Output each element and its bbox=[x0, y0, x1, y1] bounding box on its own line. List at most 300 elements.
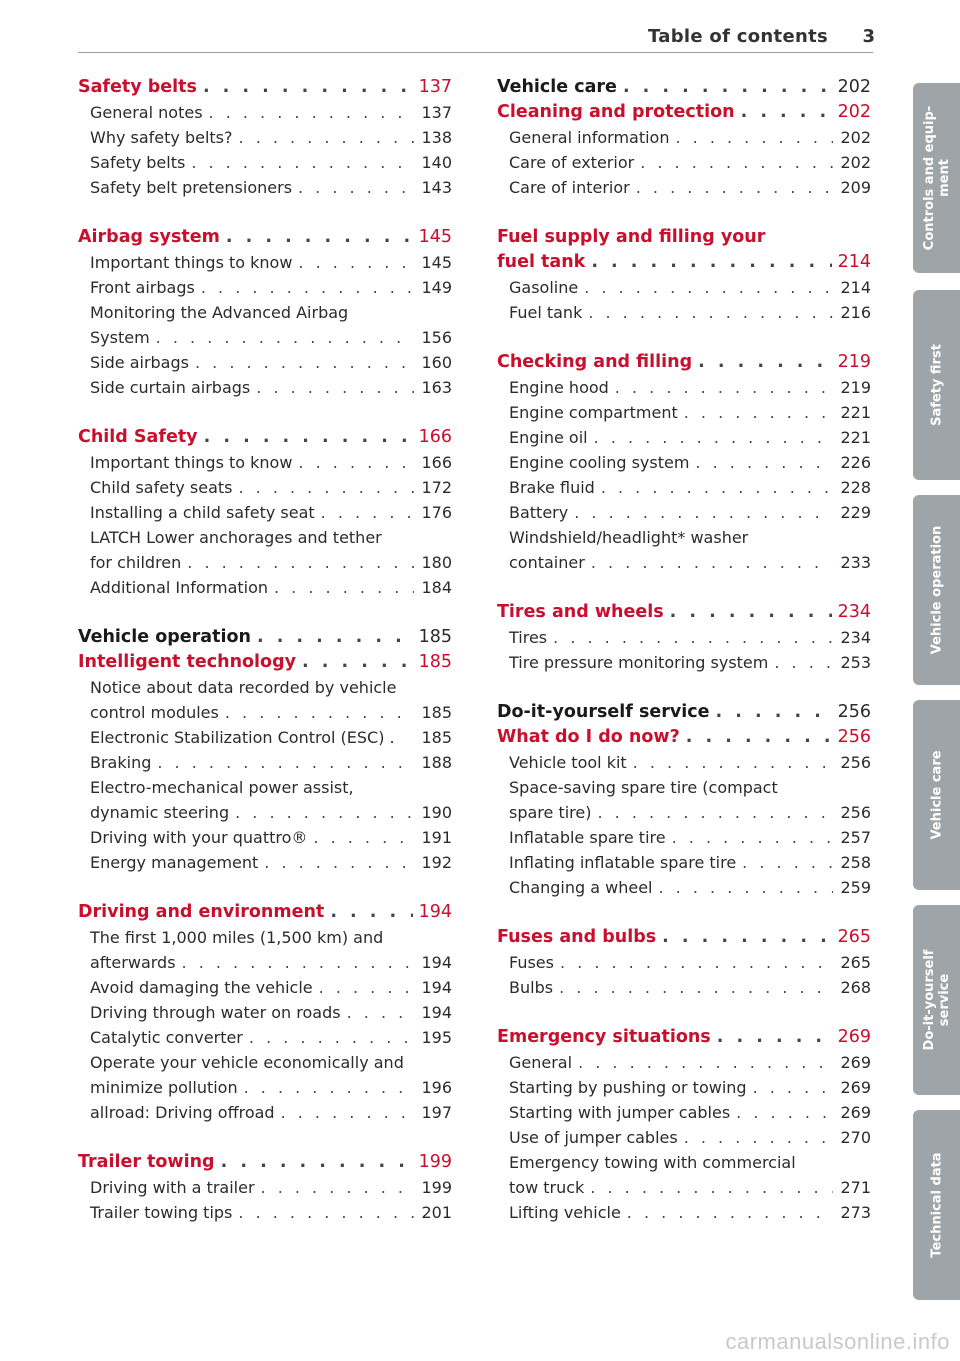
entry-title: Engine cooling system bbox=[509, 453, 690, 472]
page-ref: 256 bbox=[840, 803, 871, 822]
page-ref: 214 bbox=[837, 252, 871, 272]
section-title: Child Safety bbox=[78, 427, 198, 447]
dot-leader bbox=[588, 300, 833, 325]
dot-leader bbox=[281, 1100, 414, 1125]
toc-entry[interactable] bbox=[78, 550, 452, 575]
toc-entry[interactable] bbox=[497, 775, 871, 800]
toc-entry[interactable] bbox=[78, 575, 452, 600]
toc-entry[interactable] bbox=[497, 750, 871, 775]
section-title: Tires and wheels bbox=[497, 602, 664, 622]
page-ref: 269 bbox=[840, 1103, 871, 1122]
toc-entry[interactable] bbox=[497, 975, 871, 1000]
entry-title: General information bbox=[509, 128, 670, 147]
page-ref: 194 bbox=[418, 902, 452, 922]
entry-title: Fuses bbox=[509, 953, 554, 972]
dot-leader bbox=[195, 350, 414, 375]
dot-leader bbox=[244, 1075, 414, 1100]
dot-leader bbox=[591, 250, 831, 275]
page-ref: 268 bbox=[840, 978, 871, 997]
dot-leader bbox=[249, 1025, 414, 1050]
page-ref: 269 bbox=[837, 1027, 871, 1047]
dot-leader bbox=[672, 825, 833, 850]
toc-entry[interactable] bbox=[497, 1200, 871, 1225]
page-ref: 256 bbox=[840, 753, 871, 772]
entry-title: Windshield/headlight* washer bbox=[509, 528, 749, 547]
toc-entry[interactable] bbox=[497, 1075, 871, 1100]
entry-title: Additional Information bbox=[90, 578, 269, 597]
page-ref: 160 bbox=[421, 353, 452, 372]
dot-leader bbox=[187, 550, 414, 575]
toc-entry[interactable] bbox=[497, 425, 871, 450]
toc-section-heading[interactable] bbox=[497, 925, 871, 950]
page-ref: 192 bbox=[421, 853, 452, 872]
dot-leader bbox=[774, 650, 833, 675]
page-ref: 202 bbox=[837, 102, 871, 122]
toc-entry[interactable] bbox=[78, 325, 452, 350]
dot-leader bbox=[597, 800, 833, 825]
page-ref: 190 bbox=[421, 803, 452, 822]
page-ref: 253 bbox=[840, 653, 871, 672]
toc-entry[interactable] bbox=[78, 1100, 452, 1125]
dot-leader bbox=[559, 975, 833, 1000]
page-ref: 197 bbox=[421, 1103, 452, 1122]
toc-entry[interactable] bbox=[497, 1175, 871, 1200]
entry-title: Lifting vehicle bbox=[509, 1203, 621, 1222]
toc-entry[interactable] bbox=[78, 1025, 452, 1050]
dot-leader bbox=[684, 400, 833, 425]
toc-section-heading[interactable] bbox=[78, 1150, 452, 1175]
entry-title: Tires bbox=[509, 628, 548, 647]
entry-title: Engine hood bbox=[509, 378, 609, 397]
entry-title: Vehicle tool kit bbox=[509, 753, 627, 772]
toc-section-heading[interactable] bbox=[78, 900, 452, 925]
entry-title: Child safety seats bbox=[90, 478, 233, 497]
page-ref: 201 bbox=[421, 1203, 452, 1222]
toc-entry[interactable] bbox=[497, 875, 871, 900]
section-spacer bbox=[78, 1125, 452, 1150]
entry-title: Emergency towing with commercial bbox=[509, 1153, 796, 1172]
section-title: Vehicle care bbox=[497, 77, 617, 97]
dot-leader bbox=[662, 925, 831, 950]
dot-leader bbox=[659, 875, 834, 900]
toc-entry[interactable] bbox=[497, 450, 871, 475]
entry-title: Front airbags bbox=[90, 278, 195, 297]
toc-entry[interactable] bbox=[78, 800, 452, 825]
entry-title: Battery bbox=[509, 503, 569, 522]
dot-leader bbox=[553, 625, 833, 650]
section-title: Vehicle operation bbox=[78, 627, 251, 647]
dot-leader bbox=[560, 950, 833, 975]
chapter-tab[interactable] bbox=[913, 905, 960, 1095]
dot-leader bbox=[670, 600, 832, 625]
dot-leader bbox=[319, 975, 414, 1000]
entry-title: Driving with a trailer bbox=[90, 1178, 255, 1197]
entry-title: Safety belts bbox=[90, 153, 186, 172]
toc-entry[interactable] bbox=[78, 1175, 452, 1200]
page-ref: 221 bbox=[840, 428, 871, 447]
toc-section-heading[interactable] bbox=[497, 100, 871, 125]
toc-entry[interactable] bbox=[497, 525, 871, 550]
page-ref: 256 bbox=[837, 702, 871, 722]
toc-entry[interactable] bbox=[78, 150, 452, 175]
entry-title: Driving through water on roads bbox=[90, 1003, 341, 1022]
dot-leader bbox=[347, 1000, 414, 1025]
page-ref: 273 bbox=[840, 1203, 871, 1222]
page-ref: 270 bbox=[840, 1128, 871, 1147]
page-ref: 258 bbox=[840, 853, 871, 872]
page-ref: 138 bbox=[421, 128, 452, 147]
dot-leader bbox=[257, 625, 413, 650]
entry-title: LATCH Lower anchorages and tether bbox=[90, 528, 382, 547]
toc-entry[interactable] bbox=[497, 950, 871, 975]
chapter-tab[interactable] bbox=[913, 290, 960, 480]
toc-entry[interactable] bbox=[78, 300, 452, 325]
dot-leader bbox=[574, 500, 833, 525]
toc-entry[interactable] bbox=[78, 950, 452, 975]
dot-leader bbox=[235, 800, 414, 825]
entry-title: Changing a wheel bbox=[509, 878, 653, 897]
entry-title: Catalytic converter bbox=[90, 1028, 243, 1047]
page-ref: 166 bbox=[421, 453, 452, 472]
dot-leader bbox=[330, 900, 412, 925]
entry-title: Electronic Stabilization Control (ESC) . bbox=[90, 728, 395, 747]
dot-leader bbox=[225, 700, 414, 725]
entry-title: Avoid damaging the vehicle bbox=[90, 978, 313, 997]
toc-entry[interactable] bbox=[78, 975, 452, 1000]
section-spacer bbox=[497, 200, 871, 225]
toc-entry[interactable] bbox=[497, 500, 871, 525]
toc-section-heading[interactable] bbox=[78, 225, 452, 250]
dot-leader bbox=[298, 175, 414, 200]
page-ref: 233 bbox=[840, 553, 871, 572]
toc-section-heading[interactable] bbox=[78, 650, 452, 675]
section-title: What do I do now? bbox=[497, 727, 680, 747]
page-ref: 194 bbox=[421, 1003, 452, 1022]
page-ref: 271 bbox=[840, 1178, 871, 1197]
toc-entry[interactable] bbox=[497, 850, 871, 875]
page-ref: 156 bbox=[421, 328, 452, 347]
section-title: Do-it-yourself service bbox=[497, 702, 710, 722]
section-title: Trailer towing bbox=[78, 1152, 215, 1172]
page-ref: 194 bbox=[421, 978, 452, 997]
entry-title: Starting by pushing or towing bbox=[509, 1078, 747, 1097]
toc-entry[interactable] bbox=[78, 1000, 452, 1025]
toc-entry[interactable] bbox=[78, 850, 452, 875]
entry-title: Side curtain airbags bbox=[90, 378, 251, 397]
page-ref: 199 bbox=[421, 1178, 452, 1197]
toc-entry[interactable] bbox=[497, 375, 871, 400]
dot-leader bbox=[741, 100, 832, 125]
entry-title: Driving with your quattro® bbox=[90, 828, 308, 847]
entry-title: control modules bbox=[90, 703, 219, 722]
dot-leader bbox=[261, 1175, 414, 1200]
entry-title: Why safety belts? bbox=[90, 128, 233, 147]
toc-right-column bbox=[497, 75, 871, 1225]
toc-entry[interactable] bbox=[497, 150, 871, 175]
page-ref: 143 bbox=[421, 178, 452, 197]
page-ref: 202 bbox=[840, 128, 871, 147]
chapter-tab-label: Safety first bbox=[929, 344, 944, 426]
dot-leader bbox=[221, 1150, 413, 1175]
page-ref: 185 bbox=[418, 627, 452, 647]
page-ref: 265 bbox=[837, 927, 871, 947]
chapter-tab[interactable] bbox=[913, 1110, 960, 1300]
page-ref: 185 bbox=[418, 652, 452, 672]
toc-entry[interactable] bbox=[497, 400, 871, 425]
toc-entry[interactable] bbox=[497, 175, 871, 200]
dot-leader bbox=[313, 825, 414, 850]
chapter-tab[interactable] bbox=[913, 83, 960, 273]
entry-title: Installing a child safety seat bbox=[90, 503, 315, 522]
chapter-tab-label: Technical data bbox=[929, 1152, 944, 1258]
toc-section-heading[interactable] bbox=[497, 350, 871, 375]
toc-entry[interactable] bbox=[78, 350, 452, 375]
toc-entry[interactable] bbox=[497, 625, 871, 650]
dot-leader bbox=[321, 500, 414, 525]
dot-leader bbox=[256, 375, 414, 400]
dot-leader bbox=[203, 75, 413, 100]
toc-entry[interactable] bbox=[78, 750, 452, 775]
dot-leader bbox=[302, 650, 413, 675]
toc-section-heading[interactable] bbox=[497, 1025, 871, 1050]
toc-entry[interactable] bbox=[78, 675, 452, 700]
page-ref: 216 bbox=[840, 303, 871, 322]
entry-title: Trailer towing tips bbox=[90, 1203, 233, 1222]
chapter-tab-label: Vehicle care bbox=[929, 750, 944, 840]
section-spacer bbox=[497, 900, 871, 925]
dot-leader bbox=[753, 1075, 833, 1100]
page-ref: 209 bbox=[840, 178, 871, 197]
toc-entry[interactable] bbox=[78, 725, 452, 750]
toc-entry[interactable] bbox=[497, 800, 871, 825]
page-ref: 145 bbox=[421, 253, 452, 272]
dot-leader bbox=[601, 475, 833, 500]
dot-leader bbox=[191, 150, 414, 175]
section-title: Checking and filling bbox=[497, 352, 693, 372]
page-title: Table of contents bbox=[648, 26, 828, 47]
toc-section-heading[interactable] bbox=[497, 75, 871, 100]
entry-title: spare tire) bbox=[509, 803, 592, 822]
entry-title: Engine oil bbox=[509, 428, 588, 447]
page-ref: 229 bbox=[840, 503, 871, 522]
section-title: Fuel supply and filling your bbox=[497, 227, 766, 247]
page-ref: 202 bbox=[837, 77, 871, 97]
dot-leader bbox=[623, 75, 832, 100]
entry-title: Important things to know bbox=[90, 253, 293, 272]
toc-section-heading[interactable] bbox=[78, 425, 452, 450]
dot-leader bbox=[633, 750, 833, 775]
dot-leader bbox=[736, 1100, 833, 1125]
toc-entry[interactable] bbox=[78, 525, 452, 550]
page-ref: 145 bbox=[418, 227, 452, 247]
page-number: 3 bbox=[862, 26, 875, 47]
page-ref: 194 bbox=[421, 953, 452, 972]
entry-title: Starting with jumper cables bbox=[509, 1103, 731, 1122]
page-ref: 199 bbox=[418, 1152, 452, 1172]
toc-section-heading[interactable] bbox=[497, 700, 871, 725]
toc-entry[interactable] bbox=[497, 1125, 871, 1150]
page-ref: 234 bbox=[837, 602, 871, 622]
dot-leader bbox=[156, 325, 414, 350]
entry-title: allroad: Driving offroad bbox=[90, 1103, 275, 1122]
entry-title: System bbox=[90, 328, 150, 347]
toc-entry[interactable] bbox=[497, 650, 871, 675]
section-title: Intelligent technology bbox=[78, 652, 297, 672]
entry-title: dynamic steering bbox=[90, 803, 230, 822]
toc-entry[interactable] bbox=[497, 1150, 871, 1175]
page-ref: 172 bbox=[421, 478, 452, 497]
entry-title: Braking bbox=[90, 753, 152, 772]
page-ref: 184 bbox=[421, 578, 452, 597]
toc-entry[interactable] bbox=[78, 375, 452, 400]
toc-entry[interactable] bbox=[497, 550, 871, 575]
dot-leader bbox=[238, 1200, 414, 1225]
dot-leader bbox=[695, 450, 833, 475]
page-ref: 185 bbox=[421, 728, 452, 747]
entry-title: Operate your vehicle economically and bbox=[90, 1053, 404, 1072]
toc-entry[interactable] bbox=[497, 1050, 871, 1075]
entry-title: afterwards bbox=[90, 953, 176, 972]
dot-leader bbox=[675, 125, 833, 150]
toc-entry[interactable] bbox=[78, 250, 452, 275]
entry-title: Use of jumper cables bbox=[509, 1128, 678, 1147]
entry-title: Monitoring the Advanced Airbag bbox=[90, 303, 349, 322]
toc-entry[interactable] bbox=[78, 100, 452, 125]
toc-entry[interactable] bbox=[497, 475, 871, 500]
entry-title: Important things to know bbox=[90, 453, 293, 472]
toc-section-heading[interactable] bbox=[497, 725, 871, 750]
toc-section-heading[interactable] bbox=[497, 250, 871, 275]
entry-title: Engine compartment bbox=[509, 403, 678, 422]
entry-title: Fuel tank bbox=[509, 303, 583, 322]
section-title: Fuses and bulbs bbox=[497, 927, 657, 947]
chapter-tab[interactable] bbox=[913, 700, 960, 890]
page-ref: 226 bbox=[840, 453, 871, 472]
dot-leader bbox=[578, 1050, 833, 1075]
page-ref: 228 bbox=[840, 478, 871, 497]
dot-leader bbox=[204, 425, 413, 450]
toc-entry[interactable] bbox=[78, 825, 452, 850]
toc-entry[interactable] bbox=[497, 125, 871, 150]
entry-title: Side airbags bbox=[90, 353, 189, 372]
section-title: Driving and environment bbox=[78, 902, 325, 922]
toc-entry[interactable] bbox=[78, 175, 452, 200]
page-ref: 202 bbox=[840, 153, 871, 172]
entry-title: Energy management bbox=[90, 853, 259, 872]
toc-entry[interactable] bbox=[497, 275, 871, 300]
toc-entry[interactable] bbox=[78, 700, 452, 725]
dot-leader bbox=[636, 175, 833, 200]
section-title: fuel tank bbox=[497, 252, 586, 272]
toc-entry[interactable] bbox=[78, 475, 452, 500]
chapter-tab-label: Controls and equip- ment bbox=[921, 105, 952, 251]
page-ref: 269 bbox=[840, 1053, 871, 1072]
toc-entry[interactable] bbox=[78, 1200, 452, 1225]
toc-entry[interactable] bbox=[78, 1050, 452, 1075]
entry-title: Electro-mechanical power assist, bbox=[90, 778, 354, 797]
entry-title: tow truck bbox=[509, 1178, 585, 1197]
toc-entry[interactable] bbox=[497, 1100, 871, 1125]
entry-title: General bbox=[509, 1053, 573, 1072]
dot-leader bbox=[698, 350, 831, 375]
toc-entry[interactable] bbox=[78, 275, 452, 300]
toc-entry[interactable] bbox=[497, 825, 871, 850]
page-ref: 221 bbox=[840, 403, 871, 422]
entry-title: Inflating inflatable spare tire bbox=[509, 853, 737, 872]
entry-title: Safety belt pretensioners bbox=[90, 178, 293, 197]
section-spacer bbox=[497, 675, 871, 700]
dot-leader bbox=[298, 450, 414, 475]
dot-leader bbox=[274, 575, 414, 600]
toc-entry[interactable] bbox=[78, 775, 452, 800]
dot-leader bbox=[209, 100, 414, 125]
page-ref: 188 bbox=[421, 753, 452, 772]
chapter-tab[interactable] bbox=[913, 495, 960, 685]
toc-section-heading[interactable] bbox=[78, 625, 452, 650]
entry-title: Tire pressure monitoring system bbox=[509, 653, 769, 672]
toc-section-heading[interactable] bbox=[78, 75, 452, 100]
entry-title: Notice about data recorded by vehicle bbox=[90, 678, 397, 697]
dot-leader bbox=[594, 425, 833, 450]
page-ref: 259 bbox=[840, 878, 871, 897]
dot-leader bbox=[686, 725, 832, 750]
section-spacer bbox=[497, 575, 871, 600]
section-spacer bbox=[78, 875, 452, 900]
entry-title: General notes bbox=[90, 103, 203, 122]
toc-entry[interactable] bbox=[78, 925, 452, 950]
toc-entry[interactable] bbox=[78, 450, 452, 475]
page-ref: 195 bbox=[421, 1028, 452, 1047]
entry-title: Care of exterior bbox=[509, 153, 635, 172]
section-title: Airbag system bbox=[78, 227, 220, 247]
dot-leader bbox=[239, 125, 414, 150]
toc-entry[interactable] bbox=[78, 500, 452, 525]
entry-title: minimize pollution bbox=[90, 1078, 238, 1097]
page-ref: 219 bbox=[840, 378, 871, 397]
toc-entry[interactable] bbox=[78, 1075, 452, 1100]
entry-title: Inflatable spare tire bbox=[509, 828, 666, 847]
section-spacer bbox=[78, 200, 452, 225]
toc-left-column bbox=[78, 75, 452, 1225]
dot-leader bbox=[591, 550, 833, 575]
watermark: carmanualsonline.info bbox=[725, 1329, 950, 1354]
page-ref: 180 bbox=[421, 553, 452, 572]
toc-section-heading[interactable] bbox=[497, 600, 871, 625]
section-spacer bbox=[497, 325, 871, 350]
section-spacer bbox=[497, 1000, 871, 1025]
dot-leader bbox=[684, 1125, 833, 1150]
page-ref: 191 bbox=[421, 828, 452, 847]
section-title: Emergency situations bbox=[497, 1027, 711, 1047]
page-ref: 137 bbox=[421, 103, 452, 122]
dot-leader bbox=[716, 700, 832, 725]
dot-leader bbox=[264, 850, 414, 875]
toc-entry[interactable] bbox=[78, 125, 452, 150]
page-ref: 214 bbox=[840, 278, 871, 297]
section-title: Safety belts bbox=[78, 77, 197, 97]
entry-title: Space-saving spare tire (compact bbox=[509, 778, 778, 797]
page-ref: 234 bbox=[840, 628, 871, 647]
dot-leader bbox=[238, 475, 414, 500]
dot-leader bbox=[584, 275, 833, 300]
entry-title: Care of interior bbox=[509, 178, 630, 197]
page-ref: 265 bbox=[840, 953, 871, 972]
section-title: Cleaning and protection bbox=[497, 102, 735, 122]
toc-section-heading[interactable] bbox=[497, 225, 871, 250]
toc-entry[interactable] bbox=[497, 300, 871, 325]
page-header bbox=[78, 20, 873, 53]
entry-title: The first 1,000 miles (1,500 km) and bbox=[90, 928, 384, 947]
